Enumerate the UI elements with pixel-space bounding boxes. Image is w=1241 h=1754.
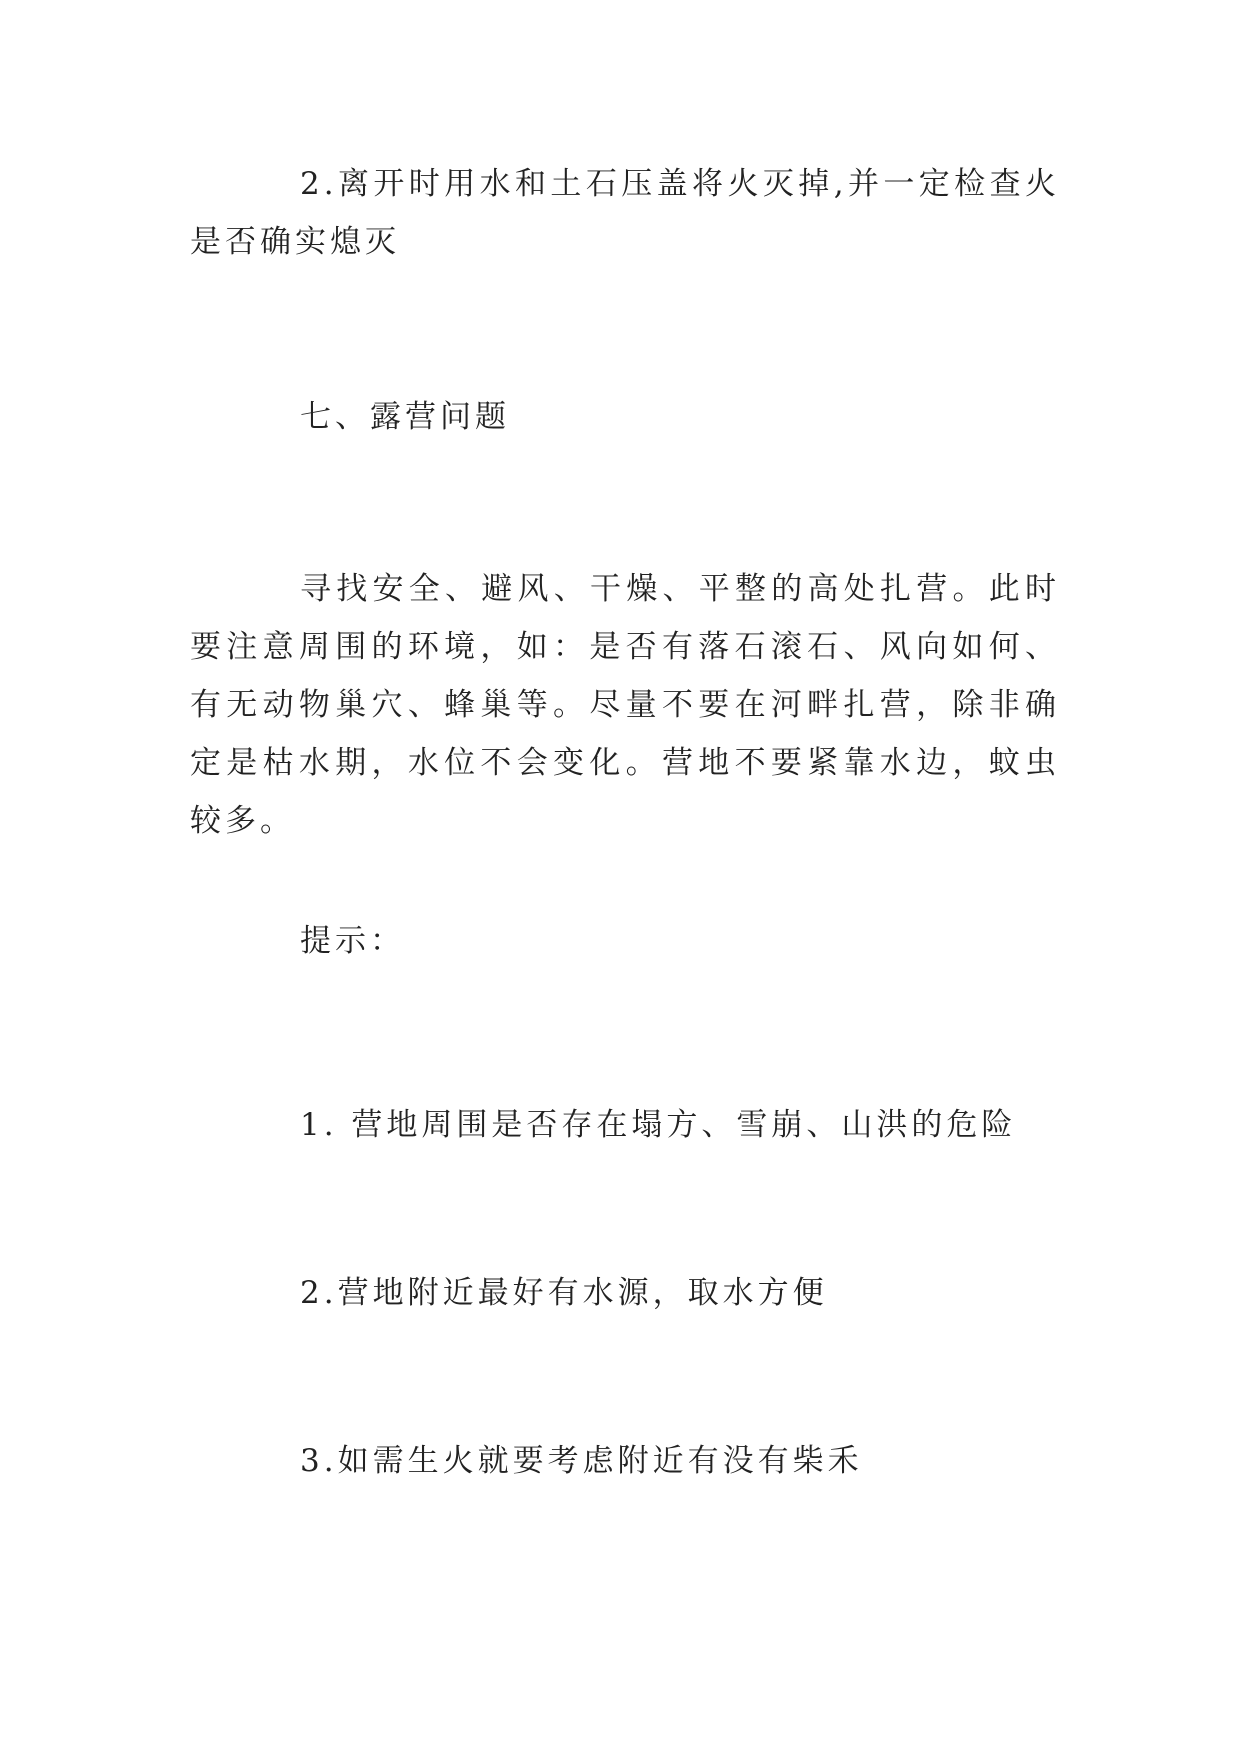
tip-item-3: 3.如需生火就要考虑附近有没有柴禾 <box>300 1443 863 1479</box>
tip-item-1: 1. 营地周围是否存在塌方、雪崩、山洪的危险 <box>300 1107 1017 1143</box>
camping-paragraph: 寻找安全、避风、干燥、平整的高处扎营。此时要注意周围的环境，如：是否有落石滚石、风向如何、有无动物巢穴、蜂巢等。尽量不要在河畔扎营，除非确定是枯水期，水位不会变化。营地不要紧靠水边，蚊虫较多。 <box>190 571 1060 839</box>
tip-item-2: 2.营地附近最好有水源，取水方便 <box>300 1275 828 1311</box>
section-heading: 七、露营问题 <box>300 399 510 435</box>
tips-label: 提示： <box>300 923 405 959</box>
fire-extinguish-paragraph: 2.离开时用水和土石压盖将火灭掉,并一定检查火是否确实熄灭 <box>190 166 1060 260</box>
